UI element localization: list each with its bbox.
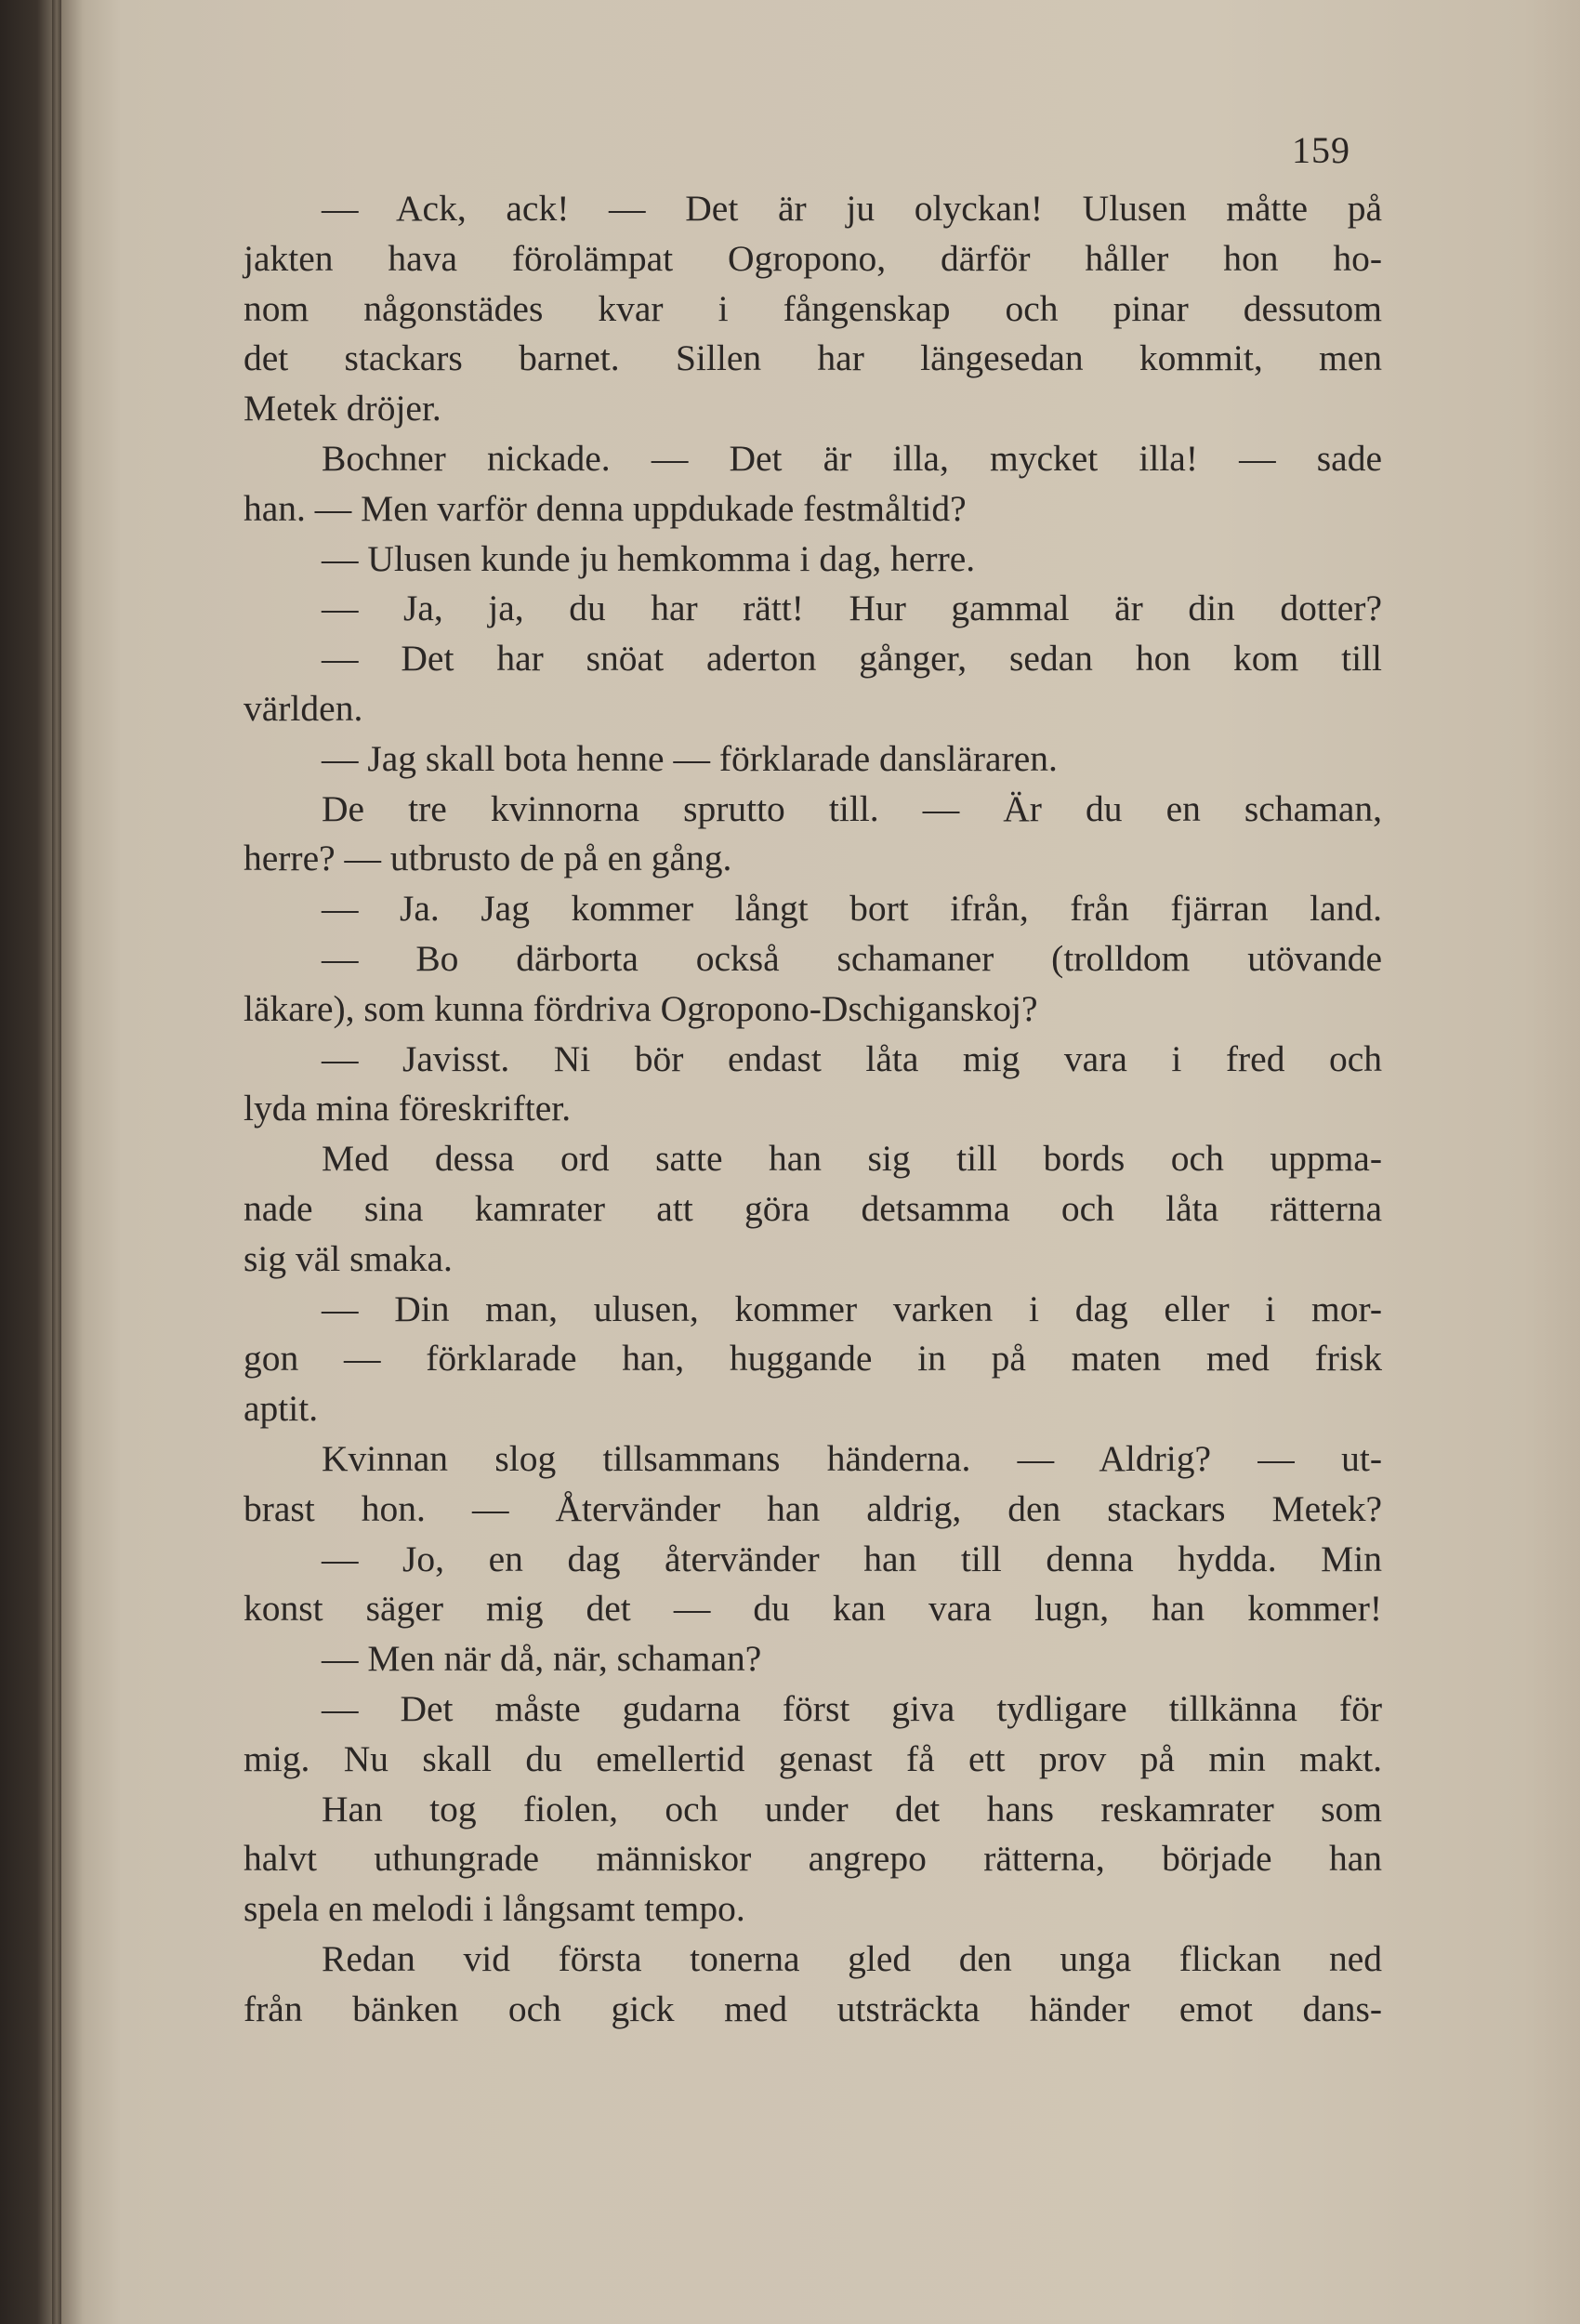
text-line: mig. Nu skall du emellertid genast få ett prov på min makt.	[244, 1737, 1382, 1779]
book-spine	[52, 0, 61, 2324]
text-line: han. — Men varför denna uppdukade festmåltid?	[244, 487, 967, 529]
text-line: — Det måste gudarna först giva tydligare tillkänna för	[322, 1687, 1382, 1729]
text-line: det stackars barnet. Sillen har längesedan kommit, men	[244, 337, 1382, 379]
text-line: — Det har snöat aderton gånger, sedan hon kom till	[322, 638, 1382, 680]
text-line: Metek dröjer.	[244, 388, 441, 429]
text-line: brast hon. — Återvänder han aldrig, den stackars Metek?	[244, 1487, 1382, 1529]
text-line: — Jag skall bota henne — förklarade dansläraren.	[322, 737, 1058, 779]
text-line: nade sina kamrater att göra detsamma och låta rätterna	[244, 1187, 1382, 1229]
text-line: De tre kvinnorna sprutto till. — Är du en schaman,	[322, 787, 1382, 829]
text-line: halvt uthungrade människor angrepo rätterna, började han	[244, 1838, 1382, 1880]
text-line: — Men när då, när, schaman?	[322, 1638, 762, 1680]
text-line: — Ja. Jag kommer långt bort ifrån, från fjärran land.	[322, 888, 1382, 930]
text-line: jakten hava förolämpat Ogropono, därför håller hon ho-	[244, 237, 1382, 279]
text-line: — Javisst. Ni bör endast låta mig vara i fred och	[322, 1037, 1382, 1079]
text-line: världen.	[244, 687, 363, 729]
text-line: sig väl smaka.	[244, 1237, 453, 1279]
text-line: — Ulusen kunde ju hemkomma i dag, herre.	[322, 537, 976, 579]
text-line: lyda mina föreskrifter.	[244, 1088, 572, 1129]
text-line: gon — förklarade han, huggande in på maten med frisk	[244, 1338, 1382, 1380]
text-line: Kvinnan slog tillsammans händerna. — Aldrig? — ut-	[322, 1437, 1382, 1479]
text-line: aptit.	[244, 1388, 319, 1430]
text-line: läkare), som kunna fördriva Ogropono-Dschiganskoj?	[244, 987, 1038, 1029]
text-line: — Ja, ja, du har rätt! Hur gammal är din dotter?	[322, 588, 1382, 629]
text-line: från bänken och gick med utsträckta händer emot dans-	[244, 1987, 1382, 2029]
text-line: Han tog fiolen, och under det hans reskamrater som	[322, 1788, 1382, 1829]
text-line: — Bo därborta också schamaner (trolldom utövande	[322, 937, 1382, 979]
text-line: — Jo, en dag återvänder han till denna hydda. Min	[322, 1538, 1382, 1579]
text-line: — Din man, ulusen, kommer varken i dag eller i mor-	[322, 1287, 1382, 1329]
page-number: 159	[1292, 129, 1350, 171]
text-line: Bochner nickade. — Det är illa, mycket illa! — sade	[322, 437, 1382, 479]
text-line: spela en melodi i långsamt tempo.	[244, 1888, 745, 1930]
text-line: Redan vid första tonerna gled den unga flickan ned	[322, 1937, 1382, 1979]
text-line: Med dessa ord satte han sig till bords och uppma-	[322, 1138, 1382, 1180]
text-line: nom någonstädes kvar i fångenskap och pinar dessutom	[244, 287, 1382, 329]
text-line: herre? — utbrusto de på en gång.	[244, 838, 732, 879]
text-line: — Ack, ack! — Det är ju olyckan! Ulusen måtte på	[322, 188, 1382, 229]
body-text	[244, 184, 1382, 2034]
text-line: konst säger mig det — du kan vara lugn, han kommer!	[244, 1588, 1382, 1630]
